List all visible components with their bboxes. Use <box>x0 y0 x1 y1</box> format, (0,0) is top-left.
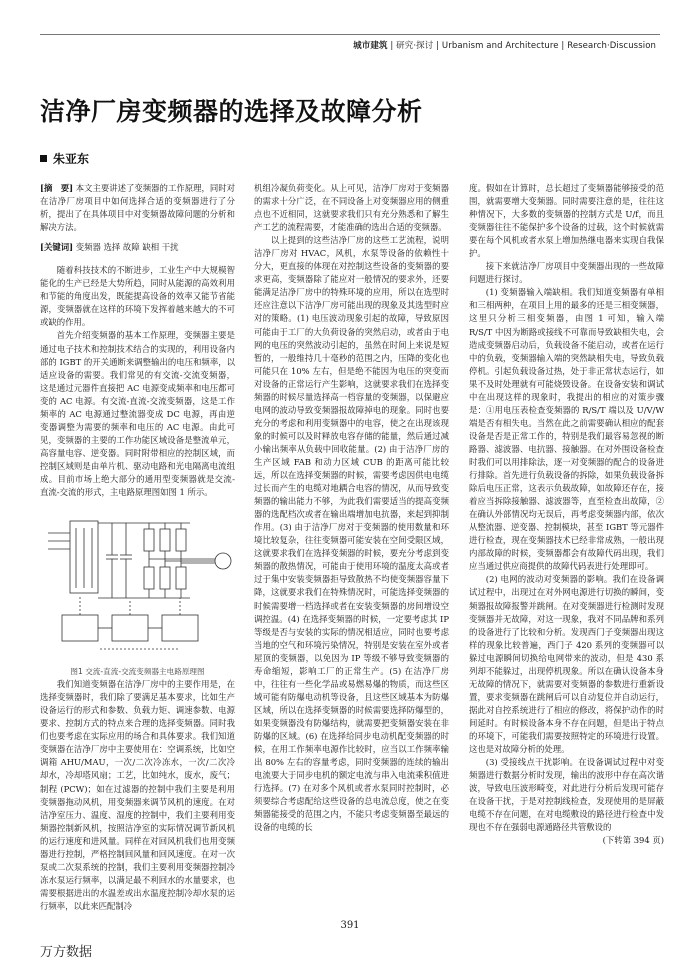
watermark: 万方数据 <box>40 945 93 960</box>
abstract-label: [摘 要] <box>40 183 74 193</box>
page-number: 391 <box>340 920 360 931</box>
column-1 <box>40 182 235 918</box>
keywords-label: [关键词] <box>40 242 74 253</box>
author-line <box>40 150 89 167</box>
paragraph: 接下来就洁净厂房项目中变频器出现的一些故障问题进行探讨。 <box>469 261 664 285</box>
circuit-diagram-svg <box>40 503 235 663</box>
page-title: 洁净厂房变频器的选择及故障分析 <box>40 97 423 126</box>
paragraph: (2) 电网的波动对变频器的影响。我们在设备调试过程中，出现过在对外网电源进行切换的瞬间，变频器报故障报警并跳闸。在对变频器进行检测时发现变频器并无故障，对这一现象，我对不同品牌和系列的设备进行了比较和分析。发现西门子变频器出现这样的现象比较普遍，西门子 420 系列的变频器可以躲过电源瞬间切换给电网带来的波动，但是 430 系列却不能躲过，出现停机现象。所以在确认设备本身无故障的情况下，就需要对变频器的参数进行重新设置，要求变频器在跳闸后可以自动复位并自动运行，据此对自控系统进行了相应的修改，将保护动作的时间延时。有时候设备本身不存在问题，但是出于特点的环境下，可能我们需要按照特定的环境进行设置。这也是对故障分析的处理。 <box>469 574 664 755</box>
header-english: Urbanism and Architecture | Research·Discussion <box>441 41 656 51</box>
figure-caption: 图1 交流-直流-交流变频器主电路原理图 <box>70 667 205 677</box>
column-2 <box>254 182 449 918</box>
abstract <box>40 182 235 254</box>
header-categories: | 研究·探讨 | <box>390 41 442 51</box>
paragraph: 我们知道变频器在洁净厂房中的主要作用是，在选择变频器时，我们除了要满足基本要求，比如生产设备运行的形式和参数、负载力矩、调速参数、电源要求、控制方式的特点来合理的选择变频器。同时我们也要考虑在实际应用的场合和具体要求。我们知道变频器在洁净厂房中主要使用在：空调系统，比如空调箱 AHU/MAU，一次/二次冷冻水，一次/二次冷却水，冷却塔风扇；工艺，比如纯水，废水，废气；制程 (PCW)；如在过滤器的控制中我们主要是利用变频器拖动风机，用变频器来调节风机的速度。在对洁净室压力、温度、湿度的控制中，我们主要利用变频器控制新风机，按照洁净室的实际情况调节新风机的运行速度和进风量。同样在对回风机我们也用变频器进行控制，严格控制回风量和回风速度。在对一次泵或二次泵系统的控制，我们主要利用变频器控制冷冻水泵运行频率，以满足最不利回水的水量要求，也需要根据进出的水温差或出水温度控制冷却水泵的运行频率，以此来匹配制冷 <box>40 679 235 911</box>
running-header <box>353 39 656 51</box>
journal-section: 城市建筑 <box>353 41 388 51</box>
circuit-diagram <box>40 503 235 663</box>
paragraph: (1) 变频器输入端缺相。我们知道变频器有单相和三相两种，在项目上用的最多的还是三相变频器，这里只分析三相变频器，由图 1 可知，输入端 R/S/T 中因为断路或接线不可靠而导致缺相失电，会造成变频器启动后，负载设备不能启动，或者在运行中的负载，变频器输入端的突然缺相失电，导致负载停机。引起负载设备过热，处于非正常状态运行，如果不及时处理就有可能烧毁设备。在设备安装和调试中在出现这样的现象时，我提出的相应的对策步骤是：①用电压表检查变频器的 R/S/T 端以及 U/V/W 端是否有相失电。当然在此之前需要确认相应的配套设备是否是正常工作的，特别是我们最容易忽视的断路器、滤波器、电抗器、接触器。在对外围设备检查时我们可以用排除法，逐一对变频器的配合的设备进行排除。首先进行负载设备的拆除，如果负载设备拆除后电压正常，这表示负载故障，如故障还存在，接着应当拆除接触器、滤波器等，直至检查出故障，②在确认外部情况均无误后，再考虑变频器内部，依次从整流器、逆变器、控制模块，甚至 IGBT 等元器件进行检查，现在变频器技术已经非常成熟，一般出现内部故障的时候，变频器都会有故障代码出现，我们应当通过供应商提供的故障代码表进行处理即可。 <box>469 287 664 572</box>
paragraph: (3) 受接线点干扰影响。在设备调试过程中对变频器进行数据分析时发现，输出的波形中存在高次谐波，导致电压波形畸变，对此进行分析后发现可能存在设备干扰，于是对控制线检查，发现使用的是屏蔽电缆不存在问题，在对电缆敷设的路径进行检查中发现也不存在强弱电源通路径共管敷设的 <box>469 757 664 833</box>
author-name: 朱亚东 <box>53 152 90 166</box>
paragraph: 机组冷凝负荷变化。从上可见，洁净厂房对于变频器的需求十分广泛，在不同设备上对变频器应用的侧重点也不近相同，这就要求我们只有充分熟悉和了解生产工艺的流程需要，才能准确的选出合适的变频器。 <box>254 183 449 233</box>
paragraph: 以上提到的这些洁净厂房的这些工艺流程，说明洁净厂房对 HVAC，风机，水泵等设备的依赖性十分大，更直接的体现在对控制这些设备的变频器的要求更高，变频器除了能应对一般情况的要求外，还要能满足洁净厂房中的特殊环境的应用，所以在选型时还应注意以下洁净厂房可能出现的现象及其选型时应对的策略。(1) 电压波动现象引起的故障，导致原因可能由于工厂的大负荷设备的突然启动，或者由于电网的电压的突然波动引起的，虽然在时间上来说是短暂的，一般维持几十毫秒的范围之内，压降的变化也可能只在 10% 左右，但是绝不能因为电压的突变而对设备的正常运行产生影响，这就要求我们在选择变频器的时候尽量选择高一档容量的变频器，以保避应电网的波动导致变频器报故障掉电的现象。同时也要充分的考虑和利用变频器中的电容，使之在出现该现象的时候可以及时释放电容存储的能量，然后通过减小输出频率从负载中回收能量。(2) 由于洁净厂房的生产区域 FAB 和动力区域 CUB 的距离可能比较远，所以在选择变频器的时候，需要考虑因供电电缆过长而产生的电缆对地耦合电容的情况，从而导致变频器的输出能力不够，为此我们需要适当的提高变频器的选配档次或者在输出端增加电抗器，来起到抑制作用。(3) 由于洁净厂房对于变频器的使用数量和环境比较复杂，往往变频器可能安装在空间受限区域，这就要求我们在选择变频器的时候，要充分考虑到变频器的散热情况，可能由于使用环境的温度太高或者过于集中安装变频器拒导致散热不均使变频器容量下降，这就要求我们在特殊情况时，可能选择变频器的时候需要增一档选择或者在安装变频器的房间增设空调控温。(4) 在选择变频器的时候，一定要考虑其 IP 等级是否与安装的实际的情况相适应，同时也要考虑当地的空气和环境污染情况，特别是安装在室外或者屋顶的变频器，以免因为 IP 等级不够导致变频器的寿命缩短，影响工厂的正常生产。(5) 在洁净厂房中，往往有一些化学品或易燃易爆的物质，而这些区域可能有防爆电动机等设备，且这些区域基本为防爆区域，所以在选择变频器的时候需要选择防爆型的，如果变频器没有防爆结构，就需要把变频器安装在非防爆的区域。(6) 在选择给同步电动机配变频器的时候，在用工作频率电源作比较时，应当以工作频率输出 80% 左右的容量考虑，同时变频器的连续的输出电流要大于同步电机的额定电流与串入电流乘积值进行选择。(7) 在对多个风机或者水泵同时控制时，必须要综合考虑配给这些设备的总电流总度，使之在变频器能接受的范围之内，不能只考虑变频器至最远的设备的电缆的长 <box>254 235 449 833</box>
continued-note: (下转第 394 页) <box>602 835 664 846</box>
paragraph: 度。假如在计算时，总长超过了变频器能够接受的范围，就需要增大变频器。同时需要注意的是，往往这种情况下，大多数的变频器的控制方式是 U/f，而且变频器往往不能保护多个设备的过载，这个时候就需要在每个风机或者水泵上增加热继电器来实现自我保护。 <box>469 183 664 259</box>
column-3 <box>469 182 664 918</box>
bullet-square-icon <box>40 155 47 162</box>
paragraph: 随着科技技术的不断进步，工业生产中大规模智能化的生产已经是大势所趋，同时从能源的高效利用和节能的角度出发，既能提高设备的效率又能节省能源，变频器就在这样的环境下发挥着越来越大的不可或缺的作用。 <box>40 265 235 328</box>
abstract-text: 本文主要讲述了变频器的工作原理，同时对在洁净厂房项目中如何选择合适的变频器进行了分析，提出了在具体项目中对变频器故障问题的分析和解决方法。 <box>40 183 235 233</box>
paragraph: 首先介绍变频器的基本工作原理，变频器主要是通过电子技术和控制技术结合的实现的，利用设备内部的 IGBT 的开关通断来调整输出的电压和频率，以适应设备的需要。我们常见的有交流-交流变频器，这是通过元器件直接把 AC 电源变成频率和电压都可变的 AC 电源。有交流-直流-交流变频器，这是工作频率的 AC 电源通过整流器变成 DC 电源，再由逆变器调整为需要的频率和电压的 AC 电源。由此可见，变频器的主要的工作功能区域设备是整流单元，高容量电容、逆变器。同时附带相应的控制区域，而控制区域则是由单片机、驱动电路和光电隔离电流组成。目前市场上绝大部分的通用型变频器就是交流-直流-交流的形式，主电路原理图如图 1 所示。 <box>40 330 235 498</box>
keywords: 变频器 选择 故障 缺相 干扰 <box>75 242 179 253</box>
header-rule <box>40 34 660 35</box>
